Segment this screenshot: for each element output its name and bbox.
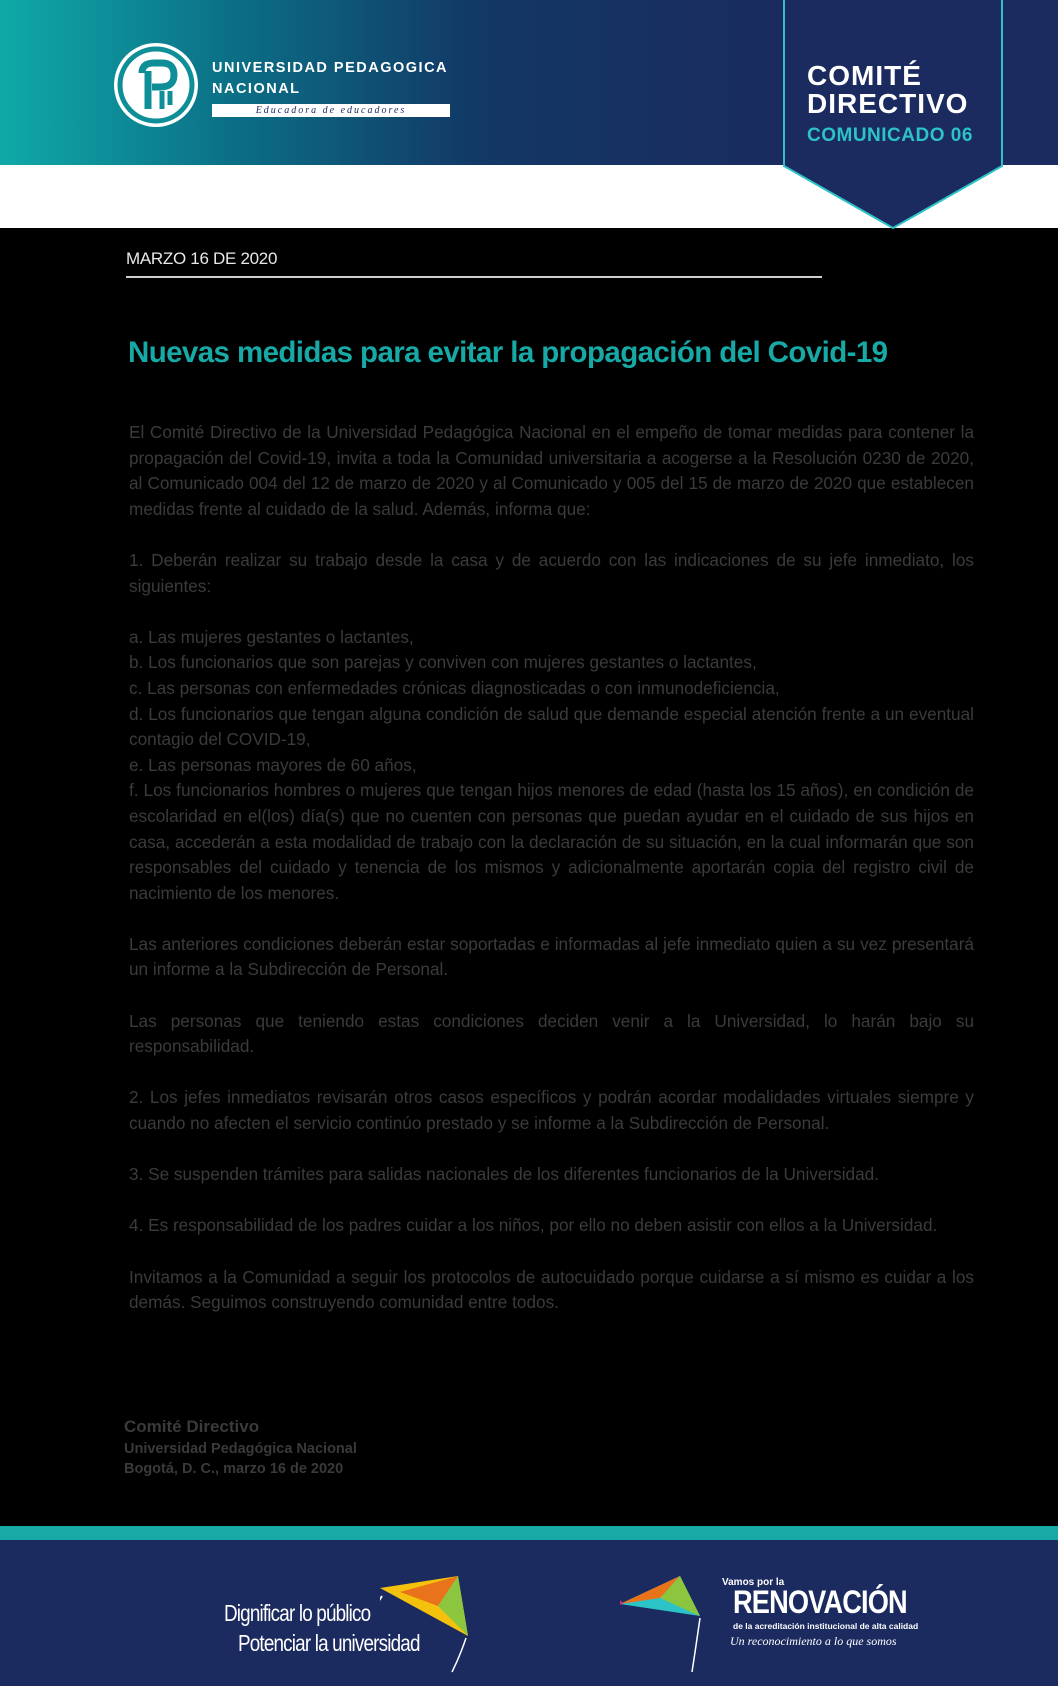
renovacion-slogan: Un reconocimiento a lo que somos [730, 1634, 897, 1648]
footer-slogan-line2: Potenciar la universidad [238, 1630, 420, 1656]
university-tagline: Educadora de educadores [212, 104, 450, 117]
badge-subtitle: COMUNICADO 06 [807, 125, 973, 146]
badge-line1: COMITÉ [807, 60, 922, 91]
point-4-paragraph: 4. Es responsabilidad de los padres cuidar a los niños, por ello no deben asistir con ellos a la Universidad. [129, 1215, 938, 1236]
list-item: f. Los funcionarios hombres o mujeres que tengan hijos menores de edad (hasta los 15 años), en condición de escolaridad en el(los) día(s) que no cuenten con personas que puedan ayudar en el cuidado de sus hijos en casa, accederán a esta modalidad de trabajo con la declaración de su situación, en la cual informarán que son responsables del cuidado y tenencia de los mismos y adicionalmente aportarán copia del registro civil de nacimiento de los menores. [129, 780, 974, 903]
university-logo [114, 43, 198, 127]
footer-slogan-line1: Dignificar lo público [224, 1600, 371, 1626]
list-item: c. Las personas con enfermedades crónicas diagnosticadas o con inmunodeficiencia, [129, 677, 780, 698]
persons-paragraph: Las personas que teniendo estas condiciones deciden venir a la Universidad, lo harán bajo su responsabilidad. [129, 1010, 974, 1057]
renovacion-title: RENOVACIÓN [733, 1584, 907, 1620]
list-item: a. Las mujeres gestantes o lactantes, [129, 626, 414, 647]
signature-block [124, 1415, 357, 1479]
list-item: d. Los funcionarios que tengan alguna condición de salud que demande especial atención frente a un eventual contagio del COVID-19, [129, 703, 974, 750]
list-item: e. Las personas mayores de 60 años, [129, 754, 417, 775]
kite-icon [380, 1576, 470, 1676]
comunicado-badge [783, 0, 1003, 230]
list-item: b. Los funcionarios que son parejas y conviven con mujeres gestantes o lactantes, [129, 652, 757, 673]
date-divider [126, 276, 822, 278]
badge-title [807, 62, 968, 118]
university-name [212, 58, 448, 100]
signature-name: Comité Directivo [124, 1417, 260, 1436]
renovacion-small-text: Vamos por la [722, 1577, 785, 1588]
document-title: Nuevas medidas para evitar la propagación del Covid-19 [128, 336, 888, 369]
point-2-paragraph: 2. Los jefes inmediatos revisarán otros casos específicos y podrán acordar modalidades virtuales siempre y cuando no afecten el servicio continúo prestado y se informe a la Subdirección de Personal. [129, 1087, 974, 1134]
badge-line2: DIRECTIVO [807, 88, 969, 119]
signature-place-date: Bogotá, D. C., marzo 16 de 2020 [124, 1461, 344, 1477]
point-1-paragraph: 1. Deberán realizar su trabajo desde la casa y de acuerdo con las indicaciones de su jefe inmediato, los siguientes: [129, 549, 974, 596]
kite-icon [620, 1576, 725, 1676]
university-name-line1: UNIVERSIDAD PEDAGOGICA [212, 60, 449, 76]
signature-institution: Universidad Pedagógica Nacional [124, 1441, 357, 1457]
renovacion-subline: de la acreditación institucional de alta calidad [733, 1621, 919, 1631]
point-3-paragraph: 3. Se suspenden trámites para salidas nacionales de los diferentes funcionarios de la Universidad. [129, 1164, 880, 1185]
closing-paragraph: Invitamos a la Comunidad a seguir los protocolos de autocuidado porque cuidarse a sí mismo es cuidar a los demás. Seguimos construyendo comunidad entre todos. [129, 1266, 974, 1313]
logo-emblem-icon [114, 43, 198, 127]
document-date: MARZO 16 DE 2020 [126, 249, 278, 268]
conditions-paragraph: Las anteriores condiciones deberán estar soportadas e informadas al jefe inmediato quien a su vez presentará un informe a la Subdirección de Personal. [129, 933, 974, 980]
intro-paragraph: El Comité Directivo de la Universidad Pedagógica Nacional en el empeño de tomar medidas para contener la propagación del Covid-19, invita a toda la Comunidad universitaria a acogerse a la Resolución 0230 de 2020, al Comunicado 004 del 12 de marzo de 2020 y al Comunicado y 005 del 15 de marzo de 2020 que establecen medidas frente al cuidado de la salud. Además, informa que: [129, 422, 974, 519]
document-body [129, 420, 974, 1341]
university-name-line2: NACIONAL [212, 81, 301, 97]
footer-teal-band [0, 1526, 1058, 1540]
